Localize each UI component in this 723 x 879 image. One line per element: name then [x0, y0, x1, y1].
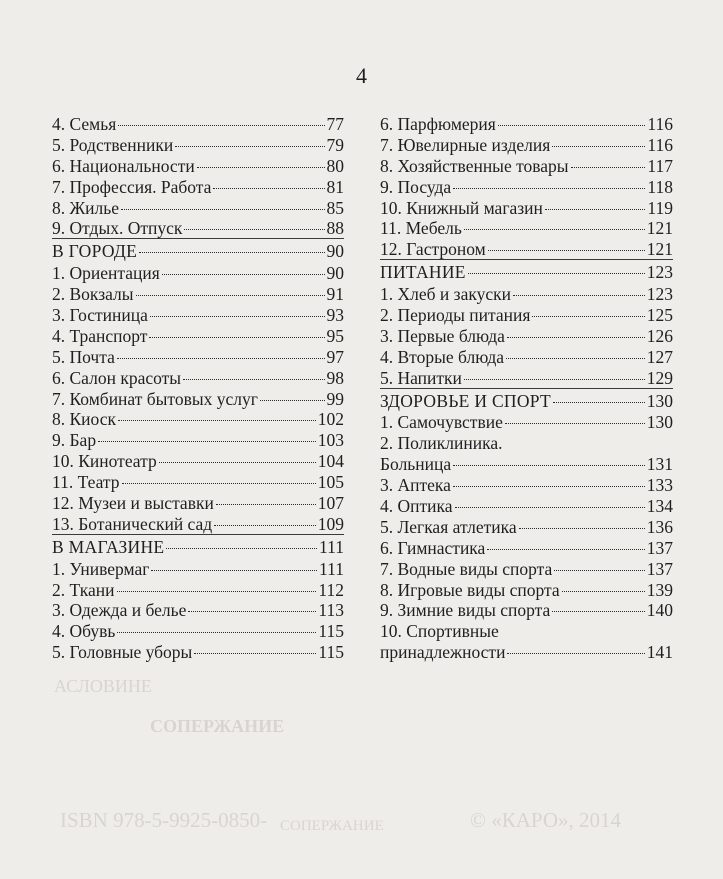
page-ref: 127 [646, 346, 673, 367]
dot-leader [552, 146, 645, 147]
toc-entry-label: 8. Игровые виды спорта [380, 579, 560, 600]
toc-entry-label: 4. Вторые блюда [380, 346, 505, 367]
toc-entry [52, 218, 344, 239]
dot-leader [464, 379, 645, 380]
section-divider [52, 238, 344, 239]
toc-entry [52, 305, 344, 326]
toc-entry [380, 454, 673, 475]
toc-entry-label: Больница [380, 454, 452, 475]
page-ref: 77 [326, 114, 344, 134]
page-ref: 113 [318, 600, 344, 621]
toc-entry-label: 4. Семья [52, 114, 117, 134]
toc-entry-label: 3. Аптека [380, 475, 451, 496]
page-ref: 141 [646, 642, 673, 663]
toc-entry-label: 8. Киоск [52, 409, 116, 430]
toc-entry [52, 368, 344, 389]
dot-leader [455, 507, 645, 508]
dot-leader [151, 570, 317, 571]
toc-entry [52, 472, 344, 493]
section-divider [52, 534, 344, 535]
toc-entry [380, 642, 673, 663]
toc-entry [52, 284, 344, 305]
page-ref: 137 [646, 558, 673, 579]
page-ref: 116 [647, 134, 673, 155]
toc-entry-label: 1. Универмаг [52, 558, 150, 579]
dot-leader [136, 295, 325, 296]
toc-entry [52, 326, 344, 347]
toc-entry-label: 4. Обувь [52, 621, 116, 642]
dot-leader [117, 591, 317, 592]
page-ref: 88 [326, 218, 344, 239]
dot-leader [519, 528, 645, 529]
dot-leader [122, 483, 316, 484]
toc-entry [52, 135, 344, 156]
dot-leader [117, 358, 325, 359]
page-ref: 115 [318, 642, 344, 663]
page-ref: 121 [646, 218, 673, 239]
toc-entry [380, 135, 673, 156]
page-ref: 99 [326, 388, 344, 409]
toc-entry-label: 5. Головные уборы [52, 642, 193, 663]
toc-entry-label: 2. Ткани [52, 579, 115, 600]
dot-leader [562, 591, 645, 592]
page-ref: 93 [326, 305, 344, 326]
page-ref: 102 [317, 409, 344, 430]
dot-leader [184, 229, 324, 230]
toc-entry [380, 326, 673, 347]
toc-entry-label: 1. Хлеб и закуски [380, 284, 511, 305]
dot-leader [214, 525, 316, 526]
toc-left-column [52, 114, 344, 663]
toc-entry [52, 409, 344, 430]
toc-entry [52, 263, 344, 284]
page-ref: 79 [326, 134, 344, 155]
toc-entry-label: 9. Отдых. Отпуск [52, 218, 183, 239]
toc-entry-label: 4. Оптика [380, 496, 453, 517]
page-ref: 98 [326, 367, 344, 388]
page-ref: 118 [647, 176, 673, 197]
dot-leader [487, 549, 644, 550]
page-ref: 139 [646, 579, 673, 600]
section-title: В МАГАЗИНЕ [52, 536, 165, 557]
dot-leader [507, 653, 644, 654]
toc-entry [52, 493, 344, 514]
show-through-copyright: © «КАРО», 2014 [470, 808, 621, 832]
toc-entry-label: 8. Хозяйственные товары [380, 155, 569, 176]
toc-entry [380, 538, 673, 559]
dot-leader [166, 548, 317, 549]
toc-entry [380, 114, 673, 135]
toc-entry-label: 8. Жилье [52, 197, 120, 218]
section-title: ПИТАНИЕ [380, 262, 466, 283]
toc-entry-label: 7. Комбинат бытовых услуг [52, 388, 258, 409]
section-heading [380, 391, 673, 412]
dot-leader [468, 273, 645, 274]
page-ref: 123 [646, 284, 673, 305]
page-ref: 109 [317, 513, 344, 534]
page-ref: 131 [646, 454, 673, 475]
toc-entry [52, 156, 344, 177]
toc-entry [52, 430, 344, 451]
dot-leader [139, 252, 324, 253]
dot-leader [571, 167, 646, 168]
toc-right-column [380, 114, 673, 663]
dot-leader [118, 125, 324, 126]
toc-entry-label: 3. Гостиница [52, 305, 148, 326]
section-title: В ГОРОДЕ [52, 241, 138, 262]
toc-entry [52, 389, 344, 410]
toc-entry-label: 3. Одежда и белье [52, 600, 187, 621]
toc-entry-label: 6. Салон красоты [52, 367, 182, 388]
toc-entry-label: 6. Парфюмерия [380, 114, 496, 134]
page-ref: 129 [646, 367, 673, 388]
toc-entry-label: 2. Периоды питания [380, 305, 531, 326]
toc-entry [380, 347, 673, 368]
toc-entry-label: 5. Напитки [380, 367, 462, 388]
page-ref: 121 [646, 239, 673, 260]
dot-leader [498, 125, 646, 126]
show-through-title-bottom: СОПЕРЖАНИЕ [280, 818, 384, 834]
section-heading [52, 537, 344, 558]
dot-leader [117, 632, 316, 633]
dot-leader [464, 229, 645, 230]
dot-leader [513, 295, 645, 296]
dot-leader [552, 611, 644, 612]
page-ref: 91 [326, 284, 344, 305]
toc-entry-label: 11. Театр [52, 472, 120, 493]
section-divider [380, 259, 673, 260]
page-ref: 90 [326, 263, 344, 284]
toc-entry [52, 621, 344, 642]
toc-entry-label: 1. Ориентация [52, 263, 160, 284]
toc-entry-label: 7. Водные виды спорта [380, 558, 553, 579]
page-ref: 80 [326, 155, 344, 176]
toc-entry [380, 475, 673, 496]
toc-entry [52, 198, 344, 219]
toc-entry-label: 1. Самочувствие [380, 412, 503, 433]
dot-leader [545, 209, 645, 210]
page-ref: 130 [646, 390, 673, 411]
dot-leader [188, 611, 316, 612]
toc-entry [52, 600, 344, 621]
toc-entry [380, 517, 673, 538]
page-ref: 130 [646, 412, 673, 433]
dot-leader [183, 379, 324, 380]
toc-entry [380, 198, 673, 219]
toc-entry [380, 305, 673, 326]
toc-entry [52, 580, 344, 601]
page-ref: 125 [646, 305, 673, 326]
dot-leader [216, 504, 316, 505]
show-through-isbn: ISBN 978-5-9925-0850- [60, 808, 268, 832]
page-ref: 133 [646, 475, 673, 496]
toc-entry-label: 5. Родственники [52, 134, 174, 155]
page-ref: 123 [646, 262, 673, 283]
page-ref: 137 [646, 537, 673, 558]
toc-entry [380, 580, 673, 601]
toc-entry [380, 600, 673, 621]
page-ref: 126 [646, 325, 673, 346]
dot-leader [98, 441, 316, 442]
toc-entry [380, 239, 673, 260]
dot-leader [553, 402, 645, 403]
page-ref: 107 [317, 493, 344, 514]
toc-entry [52, 514, 344, 535]
dot-leader [150, 316, 325, 317]
dot-leader [505, 423, 645, 424]
page-ref: 140 [646, 600, 673, 621]
page-ref: 90 [326, 241, 344, 262]
toc-entry [380, 156, 673, 177]
toc-entry [52, 347, 344, 368]
toc-entry [380, 177, 673, 198]
toc-entry-label: 7. Профессия. Работа [52, 176, 212, 197]
toc-entry-label: 13. Ботанический сад [52, 513, 213, 534]
section-divider [380, 388, 673, 389]
dot-leader [197, 167, 325, 168]
dot-leader [554, 570, 644, 571]
dot-leader [118, 420, 316, 421]
toc-entry-label: 5. Почта [52, 346, 115, 367]
dot-leader [194, 653, 316, 654]
toc-entry [380, 496, 673, 517]
toc-entry-label: 10. Спортивные [380, 621, 499, 642]
dot-leader [532, 316, 644, 317]
section-heading [380, 262, 673, 283]
toc-entry [52, 451, 344, 472]
toc-entry [380, 368, 673, 389]
dot-leader [213, 188, 324, 189]
dot-leader [162, 274, 325, 275]
dot-leader [260, 400, 325, 401]
page-ref: 95 [326, 325, 344, 346]
toc-entry-label: 7. Ювелирные изделия [380, 134, 551, 155]
page-ref: 104 [317, 451, 344, 472]
dot-leader [121, 209, 324, 210]
dot-leader [507, 337, 645, 338]
page-ref: 111 [319, 558, 344, 579]
dot-leader [488, 250, 645, 251]
toc-entry [52, 114, 344, 135]
page-ref: 85 [326, 197, 344, 218]
page-ref: 119 [647, 197, 673, 218]
dot-leader [159, 462, 316, 463]
toc-entry-label: 11. Мебель [380, 218, 462, 239]
toc-entry-label: 5. Легкая атлетика [380, 516, 517, 537]
dot-leader [453, 188, 645, 189]
toc-entry [380, 284, 673, 305]
section-title: ЗДОРОВЬЕ И СПОРТ [380, 390, 552, 411]
toc-entry-label: 12. Гастроном [380, 239, 486, 260]
toc-entry-label: 3. Первые блюда [380, 325, 505, 346]
show-through-text: АСЛОВИНЕ [54, 676, 152, 696]
toc-entry-label: 10. Кинотеатр [52, 451, 157, 472]
toc-entry-label: 6. Гимнастика [380, 537, 486, 558]
show-through-title: СОПЕРЖАНИЕ [150, 716, 285, 736]
page-number: 4 [356, 63, 367, 88]
toc-entry-label: 2. Поликлиника. [380, 433, 503, 454]
toc-entry-label: 9. Бар [52, 430, 97, 451]
toc-entry [52, 642, 344, 663]
page-ref: 112 [318, 579, 344, 600]
page-ref: 81 [326, 176, 344, 197]
toc-entry-label: 9. Зимние виды спорта [380, 600, 551, 621]
page-ref: 111 [319, 536, 344, 557]
toc-entry [52, 177, 344, 198]
toc-entry [52, 559, 344, 580]
toc-entry-label: 2. Вокзалы [52, 284, 134, 305]
page-ref: 105 [317, 472, 344, 493]
toc-entry [380, 218, 673, 239]
toc-entry-label: 12. Музеи и выставки [52, 493, 214, 514]
page-ref: 116 [647, 114, 673, 134]
toc-entry-label: 4. Транспорт [52, 325, 148, 346]
section-heading [52, 241, 344, 262]
toc-entry [380, 412, 673, 433]
dot-leader [175, 146, 324, 147]
toc-entry-label: 9. Посуда [380, 176, 452, 197]
toc-entry-label: 10. Книжный магазин [380, 197, 543, 218]
page-ref: 103 [317, 430, 344, 451]
page-ref: 134 [646, 496, 673, 517]
toc-entry [380, 559, 673, 580]
page-ref: 97 [326, 346, 344, 367]
page-ref: 136 [646, 516, 673, 537]
toc-entry-label: принадлежности [380, 642, 506, 663]
dot-leader [506, 358, 645, 359]
dot-leader [453, 486, 645, 487]
page-ref: 117 [647, 155, 673, 176]
toc-entry-label: 6. Национальности [52, 155, 195, 176]
dot-leader [149, 337, 324, 338]
page-ref: 115 [318, 621, 344, 642]
dot-leader [453, 465, 645, 466]
